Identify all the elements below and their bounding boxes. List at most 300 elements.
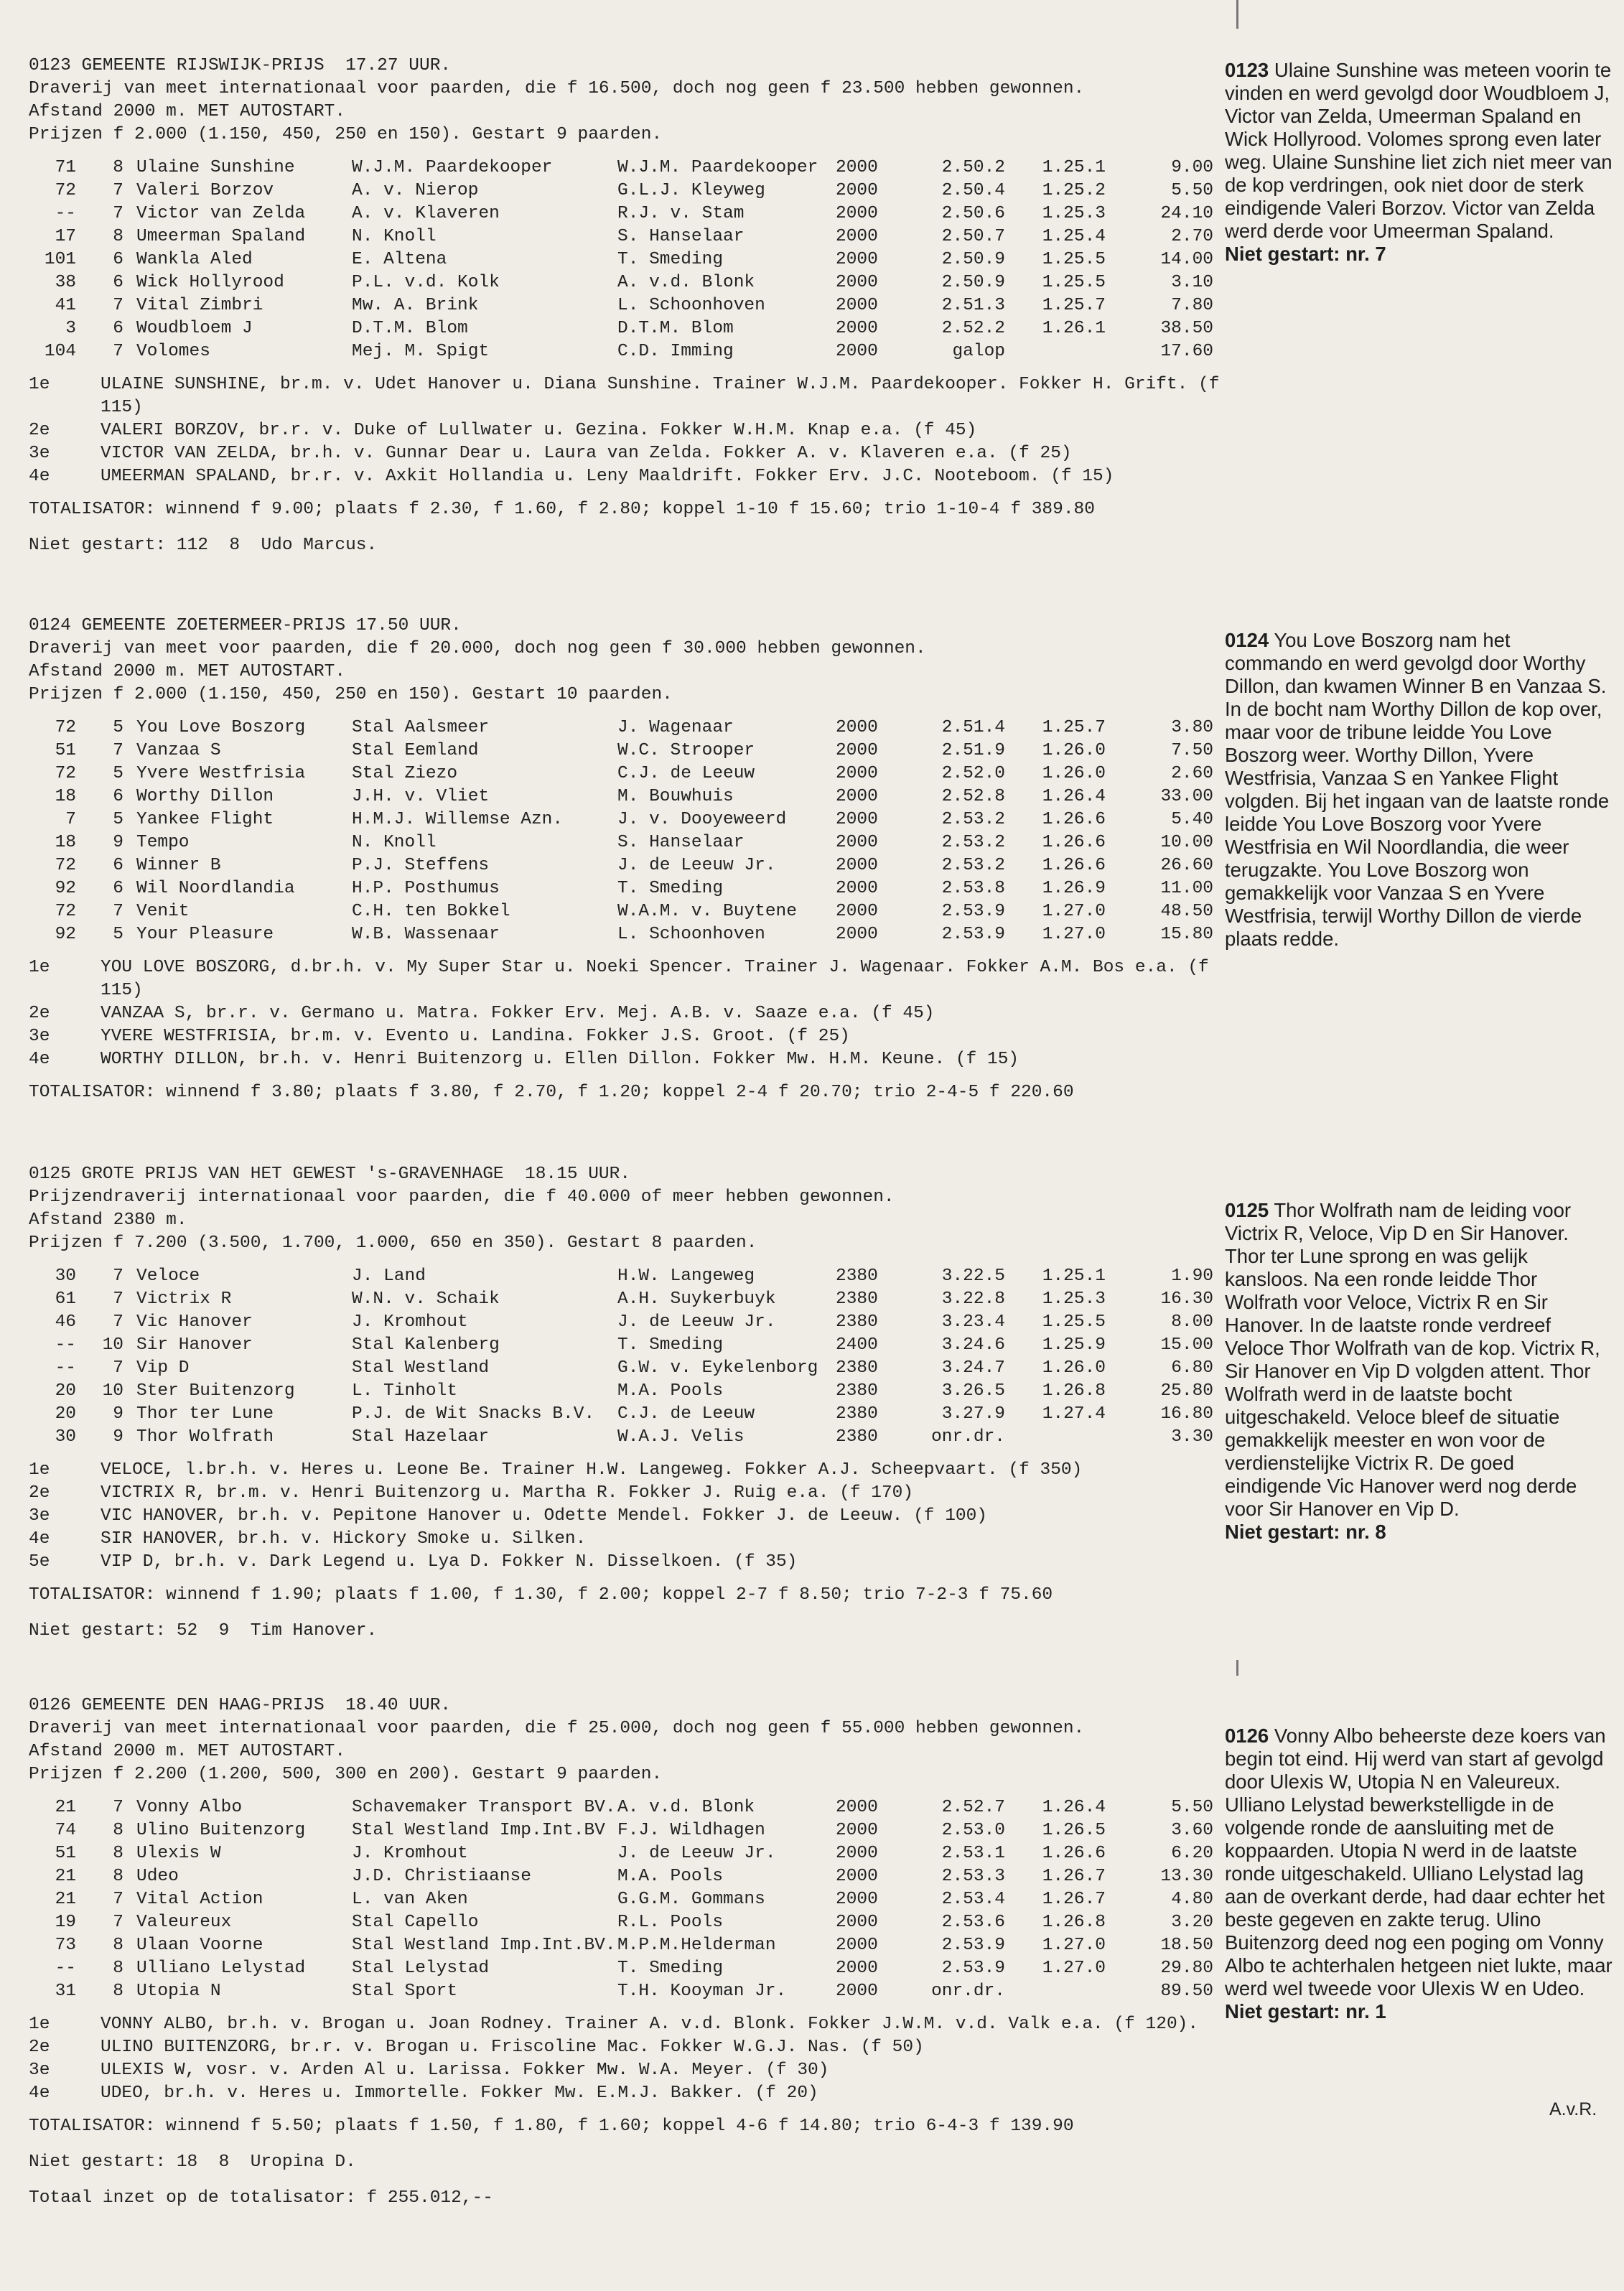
race-block (29, 1694, 1235, 2210)
owner: J. Kromhout (352, 1312, 468, 1332)
horse-name: Veloce (136, 1266, 200, 1286)
age: 9 (113, 1427, 123, 1447)
placing-rank: 1e (29, 2015, 50, 2034)
start-number: 51 (55, 1844, 76, 1863)
placing-text: VICTRIX R, br.m. v. Henri Buitenzorg u. Martha R. Fokker J. Ruig e.a. (f 170) (101, 1483, 914, 1503)
horse-name: Valeureux (136, 1913, 232, 1932)
start-number: 72 (55, 856, 76, 875)
odds: 16.30 (1160, 1289, 1213, 1309)
owner: Stal Kalenberg (352, 1335, 500, 1355)
race-conditions: Afstand 2000 m. MET AUTOSTART. (29, 102, 346, 121)
table-row (29, 900, 1235, 923)
table-row (29, 1426, 1235, 1449)
km-time: 1.25.7 (1042, 296, 1106, 315)
km-time: 1.25.5 (1042, 1312, 1106, 1332)
km-time: 1.25.3 (1042, 1289, 1106, 1309)
horse-name: Sir Hanover (136, 1335, 253, 1355)
table-row (29, 1842, 1235, 1865)
placing-rank: 2e (29, 1483, 50, 1503)
race-title: 0124 GEMEENTE ZOETERMEER-PRIJS 17.50 UUR. (29, 616, 462, 635)
placing-text: VONNY ALBO, br.h. v. Brogan u. Joan Rodney. Trainer A. v.d. Blonk. Fokker J.W.M. v.d. Valk e.a. (f 120). (101, 2015, 1199, 2034)
age: 8 (113, 1821, 123, 1840)
odds: 7.50 (1171, 741, 1213, 760)
odds: 3.20 (1171, 1913, 1213, 1932)
driver: L. Schoonhoven (617, 925, 765, 944)
distance: 2380 (836, 1427, 878, 1447)
placing-text: YVERE WESTFRISIA, br.m. v. Evento u. Landina. Fokker J.S. Groot. (f 25) (101, 1027, 850, 1046)
race-header (29, 615, 1235, 706)
owner: Stal Westland Imp.Int.BV. (352, 1936, 616, 1955)
table-row (29, 1334, 1235, 1357)
start-number: 17 (55, 227, 76, 246)
age: 8 (113, 227, 123, 246)
odds: 16.80 (1160, 1404, 1213, 1424)
table-row (29, 1957, 1235, 1980)
odds: 33.00 (1160, 787, 1213, 806)
placing-rank: 4e (29, 467, 50, 486)
owner: Mw. A. Brink (352, 296, 479, 315)
start-number: 74 (55, 1821, 76, 1840)
driver: J. de Leeuw Jr. (617, 856, 776, 875)
start-number: 61 (55, 1289, 76, 1309)
race-conditions: Draverij van meet internationaal voor paarden, die f 25.000, doch nog geen f 55.000 hebben gewonnen. (29, 1719, 1085, 1738)
start-number: 20 (55, 1381, 76, 1401)
table-row (29, 294, 1235, 317)
author-signature: A.v.R. (1549, 2099, 1597, 2119)
horse-name: Ster Buitenzorg (136, 1381, 295, 1401)
odds: 3.80 (1171, 718, 1213, 737)
table-row (29, 179, 1235, 202)
distance: 2380 (836, 1312, 878, 1332)
owner: L. van Aken (352, 1890, 468, 1909)
driver: H.W. Langeweg (617, 1266, 755, 1286)
totalisator-line: TOTALISATOR: winnend f 9.00; plaats f 2.30, f 1.60, f 2.80; koppel 1-10 f 15.60; trio 1-10-4 f 389.80 (29, 500, 1095, 519)
time: 2.53.2 (941, 856, 1005, 875)
km-time: 1.26.6 (1042, 856, 1106, 875)
age: 5 (113, 718, 123, 737)
distance: 2000 (836, 319, 878, 338)
horse-name: Vip D (136, 1358, 190, 1378)
distance: 2000 (836, 1959, 878, 1978)
horse-name: Vonny Albo (136, 1798, 243, 1817)
distance: 2380 (836, 1404, 878, 1424)
horse-name: Wil Noordlandia (136, 879, 295, 898)
driver: G.W. v. Eykelenborg (617, 1358, 818, 1378)
horse-name: Venit (136, 902, 190, 921)
results-table (29, 157, 1235, 363)
km-time: 1.26.7 (1042, 1890, 1106, 1909)
commentary-text: Vonny Albo beheerste deze koers van begin tot eind. Hij werd van start af gevolgd door Ulexis W, Utopia N en Valeureux. Ulliano Lelystad bewerkstelligde in de volgende ronde de aansluiting met de koppaarden. Utopia N werd in de laatste ronde uitgeschakeld. Ulliano Lelystad lag aan de overkant derde, had daar echter het beste gegeven en zakte terug. Ulino Buitenzorg deed nog een poging om Vonny Albo te achterhalen hetgeen niet lukte, maar werd wel tweede voor Ulexis W en Udeo. (1225, 1725, 1613, 2000)
odds: 11.00 (1160, 879, 1213, 898)
age: 8 (113, 158, 123, 177)
time: 3.24.6 (941, 1335, 1005, 1355)
distance: 2000 (836, 227, 878, 246)
commentary-number: 0126 (1225, 1725, 1269, 1747)
distance: 2000 (836, 833, 878, 852)
time: 2.50.9 (941, 273, 1005, 292)
odds: 3.30 (1171, 1427, 1213, 1447)
extra-note: Totaal inzet op de totalisator: f 255.012,-- (29, 2188, 493, 2208)
km-time: 1.26.6 (1042, 833, 1106, 852)
km-time: 1.27.0 (1042, 902, 1106, 921)
table-row (29, 225, 1235, 248)
odds: 14.00 (1160, 250, 1213, 269)
age: 8 (113, 1844, 123, 1863)
horse-name: Vital Zimbri (136, 296, 263, 315)
placing-rank: 5e (29, 1552, 50, 1572)
horse-name: Worthy Dillon (136, 787, 274, 806)
placing-rank: 3e (29, 1506, 50, 1526)
odds: 2.60 (1171, 764, 1213, 783)
distance: 2000 (836, 1913, 878, 1932)
time: 2.52.7 (941, 1798, 1005, 1817)
table-row (29, 1865, 1235, 1888)
placing-item (29, 956, 1235, 1002)
owner: Stal Eemland (352, 741, 479, 760)
odds: 24.10 (1160, 204, 1213, 223)
owner: W.N. v. Schaik (352, 1289, 500, 1309)
odds: 48.50 (1160, 902, 1213, 921)
placing-text: VANZAA S, br.r. v. Germano u. Matra. Fokker Erv. Mej. A.B. v. Saaze e.a. (f 45) (101, 1004, 935, 1023)
distance: 2000 (836, 764, 878, 783)
start-number: 72 (55, 718, 76, 737)
km-time: 1.26.4 (1042, 787, 1106, 806)
time: 2.51.4 (941, 718, 1005, 737)
time: 2.50.9 (941, 250, 1005, 269)
driver: C.D. Imming (617, 342, 734, 361)
owner: P.J. Steffens (352, 856, 490, 875)
placing-rank: 2e (29, 1004, 50, 1023)
placing-rank: 2e (29, 2038, 50, 2057)
age: 6 (113, 273, 123, 292)
driver: M.A. Pools (617, 1381, 724, 1401)
driver: R.L. Pools (617, 1913, 724, 1932)
owner: Stal Hazelaar (352, 1427, 490, 1447)
race-conditions: Draverij van meet internationaal voor paarden, die f 16.500, doch nog geen f 23.500 hebben gewonnen. (29, 79, 1085, 98)
table-row (29, 717, 1235, 739)
age: 7 (113, 1358, 123, 1378)
age: 7 (113, 204, 123, 223)
odds: 1.90 (1171, 1266, 1213, 1286)
placing-text: VELOCE, l.br.h. v. Heres u. Leone Be. Trainer H.W. Langeweg. Fokker A.J. Scheepvaart. (f 350) (101, 1460, 1083, 1480)
time: 2.53.9 (941, 1959, 1005, 1978)
race-conditions: Prijzen f 2.000 (1.150, 450, 250 en 150). Gestart 10 paarden. (29, 685, 673, 704)
start-number: 3 (65, 319, 76, 338)
extra-note: Niet gestart: 52 9 Tim Hanover. (29, 1621, 378, 1641)
owner: P.L. v.d. Kolk (352, 273, 500, 292)
horse-name: Victor van Zelda (136, 204, 306, 223)
distance: 2000 (836, 250, 878, 269)
placing-item (29, 1482, 1235, 1505)
km-time: 1.25.1 (1042, 1266, 1106, 1286)
start-number: 72 (55, 181, 76, 200)
age: 10 (102, 1335, 123, 1355)
driver: J. Wagenaar (617, 718, 734, 737)
owner: Schavemaker Transport BV. (352, 1798, 616, 1817)
not-started-note: Niet gestart: nr. 7 (1225, 243, 1386, 265)
owner: Stal Capello (352, 1913, 479, 1932)
odds: 3.60 (1171, 1821, 1213, 1840)
start-number: 92 (55, 925, 76, 944)
driver: A. v.d. Blonk (617, 273, 755, 292)
driver: M.P.M.Helderman (617, 1936, 776, 1955)
time: 2.53.2 (941, 810, 1005, 829)
age: 7 (113, 1312, 123, 1332)
driver: C.J. de Leeuw (617, 764, 755, 783)
driver: S. Hanselaar (617, 833, 745, 852)
table-row (29, 923, 1235, 946)
start-number: 101 (44, 250, 76, 269)
placing-text: WORTHY DILLON, br.h. v. Henri Buitenzorg u. Ellen Dillon. Fokker Mw. H.M. Keune. (f 15) (101, 1050, 1019, 1069)
placing-item (29, 1048, 1235, 1071)
start-number: -- (55, 1959, 76, 1978)
odds: 10.00 (1160, 833, 1213, 852)
time: 3.22.5 (941, 1266, 1005, 1286)
distance: 2000 (836, 342, 878, 361)
time: 2.51.9 (941, 741, 1005, 760)
time: 2.53.1 (941, 1844, 1005, 1863)
results-table (29, 1265, 1235, 1449)
time: 3.26.5 (941, 1381, 1005, 1401)
km-time: 1.25.3 (1042, 204, 1106, 223)
table-row (29, 854, 1235, 877)
race-title: 0125 GROTE PRIJS VAN HET GEWEST 's-GRAVENHAGE 18.15 UUR. (29, 1165, 631, 1184)
placing-text: VIP D, br.h. v. Dark Legend u. Lya D. Fokker N. Disselkoen. (f 35) (101, 1552, 798, 1572)
driver: W.A.J. Velis (617, 1427, 745, 1447)
distance: 2000 (836, 273, 878, 292)
placings-list (29, 956, 1235, 1071)
age: 7 (113, 342, 123, 361)
age: 7 (113, 1798, 123, 1817)
odds: 5.50 (1171, 181, 1213, 200)
time: 2.50.4 (941, 181, 1005, 200)
age: 7 (113, 1913, 123, 1932)
odds: 8.00 (1171, 1312, 1213, 1332)
horse-name: Thor Wolfrath (136, 1427, 274, 1447)
placing-rank: 3e (29, 2061, 50, 2080)
table-row (29, 1796, 1235, 1819)
not-started-note: Niet gestart: nr. 8 (1225, 1521, 1386, 1543)
owner: E. Altena (352, 250, 447, 269)
race-title: 0126 GEMEENTE DEN HAAG-PRIJS 18.40 UUR. (29, 1696, 452, 1715)
distance: 2400 (836, 1335, 878, 1355)
time: 2.50.2 (941, 158, 1005, 177)
driver: T. Smeding (617, 1959, 724, 1978)
placing-text: SIR HANOVER, br.h. v. Hickory Smoke u. Silken. (101, 1529, 587, 1549)
odds: 26.60 (1160, 856, 1213, 875)
horse-name: Your Pleasure (136, 925, 274, 944)
distance: 2000 (836, 810, 878, 829)
driver: D.T.M. Blom (617, 319, 734, 338)
table-row (29, 1819, 1235, 1842)
commentary-text: Thor Wolfrath nam de leiding voor Victrix R, Veloce, Vip D en Sir Hanover. Thor ter Lune sprong en was gelijk kansloos. Na een ronde leidde Thor Wolfrath voor Veloce, Victrix R en Sir Hanover. In de laatste ronde verdreef Veloce Thor Wolfrath van de kop. Victrix R, Sir Hanover en Vip D volgden attent. Thor Wolfrath werd in de laatste bocht uitgeschakeld. Veloce bleef de situatie gemakkelijk meester en won voor de verdienstelijke Victrix R. De goed eindigende Vic Hanover werd nog derde voor Sir Hanover en Vip D. (1225, 1199, 1600, 1520)
owner: C.H. ten Bokkel (352, 902, 510, 921)
driver: T. Smeding (617, 1335, 724, 1355)
driver: W.J.M. Paardekooper (617, 158, 818, 177)
distance: 2000 (836, 718, 878, 737)
odds: 38.50 (1160, 319, 1213, 338)
start-number: 18 (55, 833, 76, 852)
table-row (29, 877, 1235, 900)
distance: 2000 (836, 856, 878, 875)
start-number: 51 (55, 741, 76, 760)
placing-text: VALERI BORZOV, br.r. v. Duke of Lullwater u. Gezina. Fokker W.H.M. Knap e.a. (f 45) (101, 421, 977, 440)
start-number: 72 (55, 902, 76, 921)
race-commentary (1225, 59, 1613, 266)
horse-name: Winner B (136, 856, 221, 875)
odds: 2.70 (1171, 227, 1213, 246)
age: 7 (113, 1890, 123, 1909)
age: 5 (113, 810, 123, 829)
race-header (29, 1163, 1235, 1255)
race-block (29, 55, 1235, 557)
driver: G.G.M. Gommans (617, 1890, 765, 1909)
totalisator-line: TOTALISATOR: winnend f 3.80; plaats f 3.80, f 2.70, f 1.20; koppel 2-4 f 20.70; trio 2-4-5 f 220.60 (29, 1083, 1074, 1102)
driver: T.H. Kooyman Jr. (617, 1982, 787, 2001)
time: 2.53.6 (941, 1913, 1005, 1932)
age: 8 (113, 1867, 123, 1886)
horse-name: Yankee Flight (136, 810, 274, 829)
km-time: 1.25.1 (1042, 158, 1106, 177)
placing-text: VIC HANOVER, br.h. v. Pepitone Hanover u. Odette Mendel. Fokker J. de Leeuw. (f 100) (101, 1506, 988, 1526)
race-header (29, 55, 1235, 146)
odds: 29.80 (1160, 1959, 1213, 1978)
placings-list (29, 2013, 1235, 2105)
km-time: 1.26.4 (1042, 1798, 1106, 1817)
placing-text: ULINO BUITENZORG, br.r. v. Brogan u. Friscoline Mac. Fokker W.G.J. Nas. (f 50) (101, 2038, 924, 2057)
placing-text: ULEXIS W, vosr. v. Arden Al u. Larissa. Fokker Mw. W.A. Meyer. (f 30) (101, 2061, 829, 2080)
start-number: 38 (55, 273, 76, 292)
owner: N. Knoll (352, 227, 437, 246)
odds: 13.30 (1160, 1867, 1213, 1886)
horse-name: Udeo (136, 1867, 179, 1886)
placing-rank: 3e (29, 444, 50, 463)
start-number: 30 (55, 1266, 76, 1286)
horse-name: Vic Hanover (136, 1312, 253, 1332)
time: 2.52.0 (941, 764, 1005, 783)
placing-item (29, 419, 1235, 442)
horse-name: Yvere Westfrisia (136, 764, 306, 783)
owner: Stal Westland (352, 1358, 490, 1378)
odds: 7.80 (1171, 296, 1213, 315)
driver: M. Bouwhuis (617, 787, 734, 806)
placing-rank: 4e (29, 1050, 50, 1069)
time: 3.27.9 (941, 1404, 1005, 1424)
age: 7 (113, 1266, 123, 1286)
race-commentary (1225, 1199, 1613, 1544)
distance: 2000 (836, 1798, 878, 1817)
race-conditions: Prijzen f 7.200 (3.500, 1.700, 1.000, 650 en 350). Gestart 8 paarden. (29, 1233, 757, 1253)
age: 7 (113, 902, 123, 921)
table-row (29, 1265, 1235, 1288)
placing-item (29, 1528, 1235, 1551)
placing-item (29, 2013, 1235, 2036)
age: 7 (113, 296, 123, 315)
distance: 2000 (836, 204, 878, 223)
driver: T. Smeding (617, 250, 724, 269)
placing-rank: 1e (29, 1460, 50, 1480)
race-conditions: Afstand 2380 m. (29, 1210, 187, 1230)
placing-rank: 3e (29, 1027, 50, 1046)
age: 8 (113, 1936, 123, 1955)
km-time: 1.26.0 (1042, 741, 1106, 760)
table-row (29, 1934, 1235, 1957)
owner: H.M.J. Willemse Azn. (352, 810, 564, 829)
distance: 2000 (836, 902, 878, 921)
odds: 17.60 (1160, 342, 1213, 361)
time: 2.53.2 (941, 833, 1005, 852)
km-time: 1.26.8 (1042, 1913, 1106, 1932)
race-conditions: Prijzen f 2.200 (1.200, 500, 300 en 200). Gestart 9 paarden. (29, 1765, 663, 1784)
age: 10 (102, 1381, 123, 1401)
race-block (29, 615, 1235, 1104)
distance: 2380 (836, 1266, 878, 1286)
commentary-number: 0125 (1225, 1199, 1269, 1221)
horse-name: Ulliano Lelystad (136, 1959, 306, 1978)
odds: 4.80 (1171, 1890, 1213, 1909)
start-number: 31 (55, 1982, 76, 2001)
table-row (29, 808, 1235, 831)
placing-rank: 4e (29, 1529, 50, 1549)
km-time: 1.27.0 (1042, 925, 1106, 944)
placing-item (29, 1551, 1235, 1574)
driver: W.A.M. v. Buytene (617, 902, 797, 921)
distance: 2000 (836, 158, 878, 177)
table-row (29, 317, 1235, 340)
placing-item (29, 1505, 1235, 1528)
margin-mark (1236, 0, 1238, 29)
age: 7 (113, 181, 123, 200)
owner: A. v. Klaveren (352, 204, 500, 223)
start-number: 21 (55, 1890, 76, 1909)
km-time: 1.27.0 (1042, 1959, 1106, 1978)
horse-name: Vital Action (136, 1890, 263, 1909)
time: 2.50.6 (941, 204, 1005, 223)
owner: H.P. Posthumus (352, 879, 500, 898)
owner: Stal Westland Imp.Int.BV (352, 1821, 605, 1840)
placing-rank: 2e (29, 421, 50, 440)
race-title: 0123 GEMEENTE RIJSWIJK-PRIJS 17.27 UUR. (29, 56, 452, 75)
horse-name: Victrix R (136, 1289, 232, 1309)
table-row (29, 1380, 1235, 1403)
time: 2.53.9 (941, 1936, 1005, 1955)
odds: 5.40 (1171, 810, 1213, 829)
start-number: 92 (55, 879, 76, 898)
placings-list (29, 373, 1235, 488)
distance: 2000 (836, 1936, 878, 1955)
race-block (29, 1163, 1235, 1643)
placing-item (29, 1025, 1235, 1048)
distance: 2380 (836, 1381, 878, 1401)
distance: 2380 (836, 1289, 878, 1309)
placing-text: UDEO, br.h. v. Heres u. Immortelle. Fokker Mw. E.M.J. Bakker. (f 20) (101, 2084, 818, 2103)
race-header (29, 1694, 1235, 1786)
km-time: 1.25.5 (1042, 250, 1106, 269)
km-time: 1.25.9 (1042, 1335, 1106, 1355)
time: 2.53.0 (941, 1821, 1005, 1840)
table-row (29, 1311, 1235, 1334)
race-conditions: Prijzen f 2.000 (1.150, 450, 250 en 150). Gestart 9 paarden. (29, 125, 663, 144)
table-row (29, 1357, 1235, 1380)
distance: 2000 (836, 879, 878, 898)
owner: D.T.M. Blom (352, 319, 468, 338)
distance: 2000 (836, 1867, 878, 1886)
km-time: 1.26.6 (1042, 1844, 1106, 1863)
age: 7 (113, 741, 123, 760)
distance: 2000 (836, 1844, 878, 1863)
owner: W.B. Wassenaar (352, 925, 500, 944)
distance: 2000 (836, 1890, 878, 1909)
